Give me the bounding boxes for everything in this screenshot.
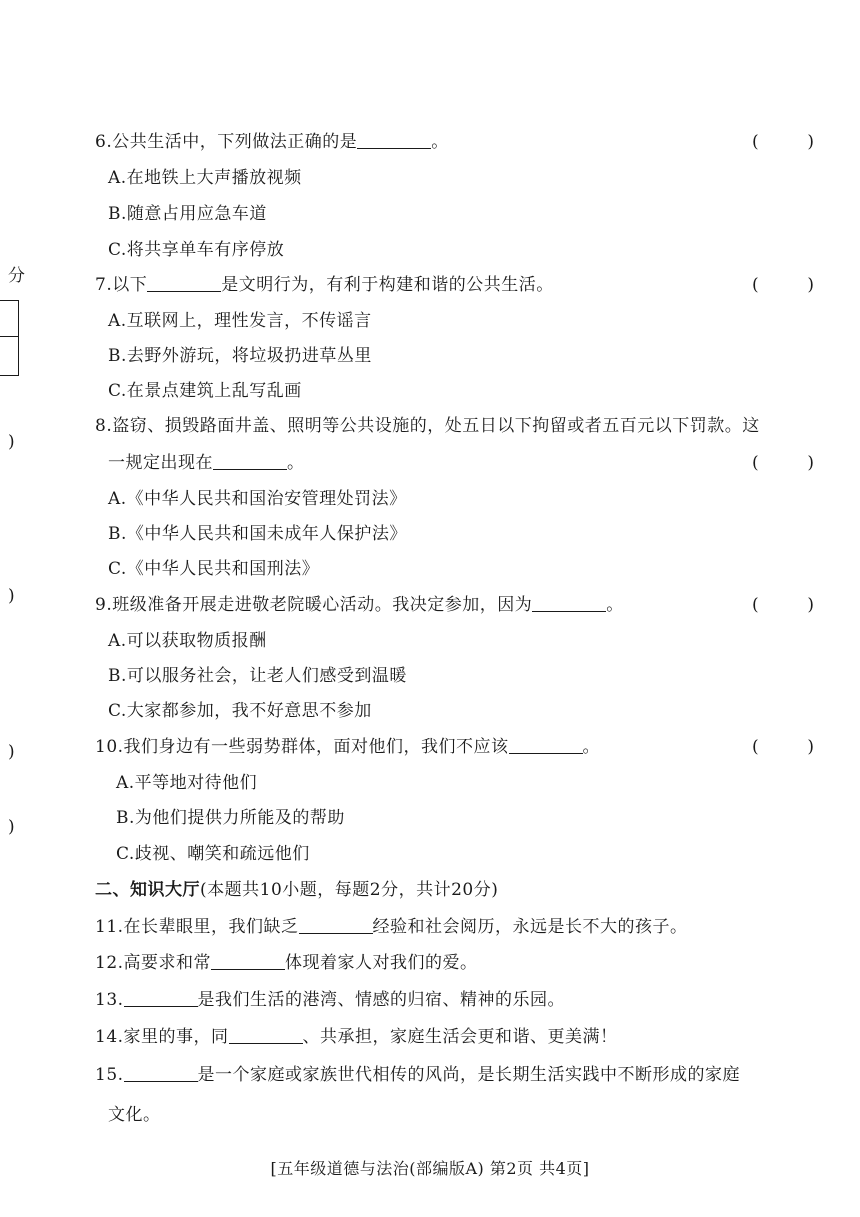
option: C.歧视、嘲笑和疏远他们 (116, 844, 310, 864)
score-box (0, 300, 19, 376)
margin-paren: ) (8, 586, 15, 606)
option: C.将共享单车有序停放 (108, 240, 285, 260)
answer-blank[interactable] (532, 595, 606, 612)
fill-question-11: 11.在长辈眼里，我们缺乏 经验和社会阅历，永远是长不大的孩子。 (95, 917, 688, 937)
page-footer: [五年级道德与法治(部编版A) 第2页 共4页] (270, 1159, 590, 1178)
answer-blank[interactable] (147, 275, 221, 292)
option: A.可以获取物质报酬 (108, 631, 267, 651)
option: A.《中华人民共和国治安管理处罚法》 (108, 489, 407, 509)
option: B.去野外游玩，将垃圾扔进草丛里 (108, 346, 372, 366)
fill-question-14: 14.家里的事，同 、共承担，家庭生活会更和谐、更美满！ (95, 1027, 618, 1047)
answer-blank[interactable] (229, 1027, 303, 1044)
option: C.大家都参加，我不好意思不参加 (108, 701, 372, 721)
question-7-stem: 7.以下 是文明行为，有利于构建和谐的公共生活。 (95, 275, 554, 295)
option: B.可以服务社会，让老人们感受到温暖 (108, 666, 407, 686)
option: B.为他们提供力所能及的帮助 (116, 808, 345, 828)
answer-blank[interactable] (124, 990, 198, 1007)
answer-blank[interactable] (299, 917, 373, 934)
option: A.在地铁上大声播放视频 (108, 168, 302, 188)
margin-score-label: 分 (8, 266, 25, 286)
answer-blank[interactable] (213, 453, 287, 470)
margin-paren: ) (8, 817, 15, 837)
question-9-stem: 9.班级准备开展走进敬老院暖心活动。我决定参加，因为 。 (95, 595, 624, 615)
fill-question-15-line2: 文化。 (108, 1105, 161, 1125)
question-8-stem: 8.盗窃、损毁路面井盖、照明等公共设施的，处五日以下拘留或者五百元以下罚款。这 (95, 416, 760, 436)
answer-blank[interactable] (357, 132, 431, 149)
margin-paren: ) (8, 742, 15, 762)
option: B.《中华人民共和国未成年人保护法》 (108, 524, 407, 544)
section-heading: 二、知识大厅(本题共10小题，每题2分，共计20分) (95, 880, 499, 900)
question-6-stem: 6.公共生活中，下列做法正确的是 。 (95, 132, 449, 152)
fill-question-15: 15. 是一个家庭或家族世代相传的风尚，是长期生活实践中不断形成的家庭 (95, 1065, 741, 1085)
question-8-stem-line2: 一规定出现在 。 (108, 453, 305, 473)
option: C.在景点建筑上乱写乱画 (108, 381, 302, 401)
option: B.随意占用应急车道 (108, 204, 267, 224)
fill-question-12: 12.高要求和常 体现着家人对我们的爱。 (95, 953, 478, 973)
answer-blank[interactable] (509, 737, 583, 754)
question-10-stem: 10.我们身边有一些弱势群体，面对他们，我们不应该 。 (95, 737, 601, 757)
option: C.《中华人民共和国刑法》 (108, 559, 320, 579)
fill-question-13: 13. 是我们生活的港湾、情感的归宿、精神的乐园。 (95, 990, 566, 1010)
option: A.互联网上，理性发言，不传谣言 (108, 311, 372, 331)
answer-blank[interactable] (211, 953, 285, 970)
answer-blank[interactable] (124, 1065, 198, 1082)
option: A.平等地对待他们 (116, 773, 258, 793)
margin-paren: ) (8, 432, 15, 452)
